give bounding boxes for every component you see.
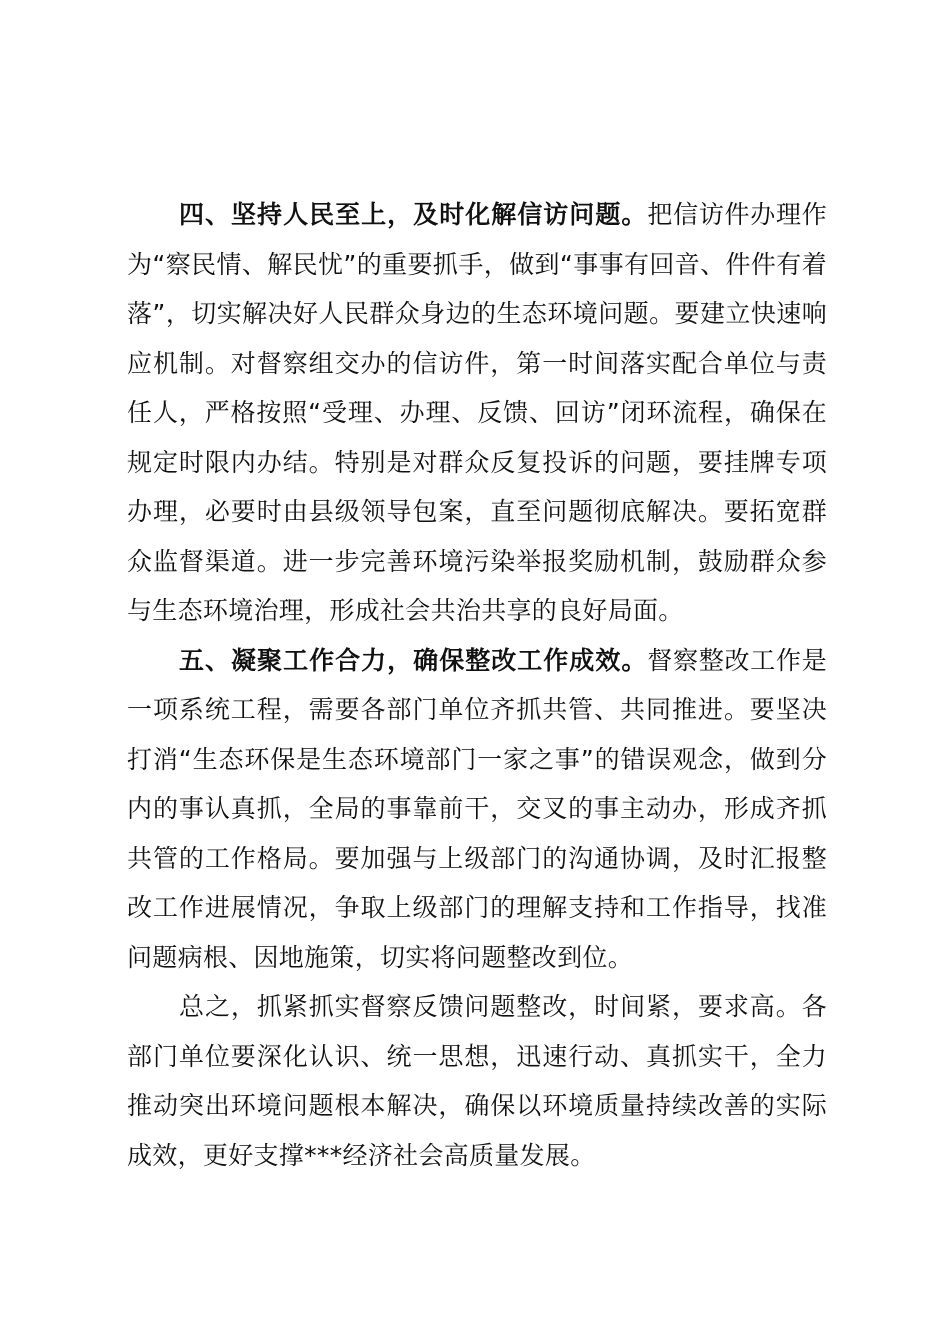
section-four-text: 把信访件办理作为“察民情、解民忧”的重要抓手，做到“事事有回音、件件有着落”，切实解决好人民群众身边的生态环境问题。要建立快速响应机制。对督察组交办的信访件，第一时间落实配合单位与责任人，严格按照“受理、办理、反馈、回访”闭环流程，确保在规定时限内办结。特别是对群众反复投诉的问题，要挂牌专项办理，必要时由县级领导包案，直至问题彻底解决。要拓宽群众监督渠道。进一步完善环境污染举报奖励机制，鼓励群众参与生态环境治理，形成社会共治共享的良好局面。 — [127, 200, 827, 625]
paragraph-section-four — [127, 190, 827, 636]
section-five-heading: 五、凝聚工作合力，确保整改工作成效。 — [179, 645, 648, 675]
section-five-text: 督察整改工作是一项系统工程，需要各部门单位齐抓共管、共同推进。要坚决打消“生态环保是生态环境部门一家之事”的错误观念，做到分内的事认真抓，全局的事靠前干，交叉的事主动办，形成齐抓共管的工作格局。要加强与上级部门的沟通协调，及时汇报整改工作进展情况，争取上级部门的理解支持和工作指导，找准问题病根、因地施策，切实将问题整改到位。 — [127, 645, 827, 972]
document-body — [127, 190, 827, 1180]
section-four-heading: 四、坚持人民至上，及时化解信访问题。 — [179, 200, 648, 229]
paragraph-conclusion — [127, 982, 827, 1180]
paragraph-section-five — [127, 636, 827, 983]
conclusion-text: 总之，抓紧抓实督察反馈问题整改，时间紧，要求高。各部门单位要深化认识、统一思想，迅速行动、真抓实干，全力推动突出环境问题根本解决，确保以环境质量持续改善的实际成效，更好支撑***经济社会高质量发展。 — [127, 992, 827, 1170]
